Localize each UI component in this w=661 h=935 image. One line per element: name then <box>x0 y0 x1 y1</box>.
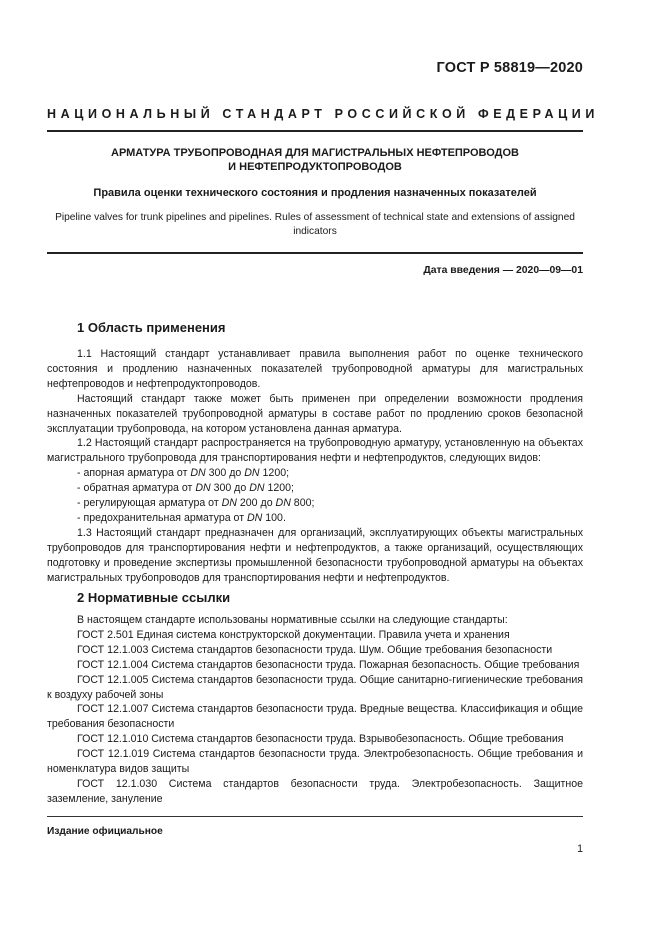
section-2-heading: 2 Нормативные ссылки <box>77 590 231 605</box>
list-item: - предохранительная арматура от DN 100. <box>77 511 286 524</box>
section-2-body <box>47 613 583 807</box>
paragraph-1-1-b: Настоящий стандарт также может быть применен при определении возможности продления назначенных показателей трубопроводной арматуры в составе работ по продлению сроков безопасной эксплуатации трубопровода, на котором установлена данная арматура. <box>47 392 583 435</box>
normative-ref-item: ГОСТ 12.1.019 Система стандартов безопасности труда. Электробезопасность. Общие требования и номенклатура видов защиты <box>47 748 583 776</box>
section-1-body <box>47 347 583 586</box>
official-edition-label: Издание официальное <box>47 826 163 837</box>
list-item: - регулирующая арматура от DN 200 до DN 800; <box>77 497 315 510</box>
title-rule-bottom <box>47 252 583 254</box>
english-title <box>47 211 583 239</box>
document-title <box>47 146 583 174</box>
paragraph-1-1: 1.1 Настоящий стандарт устанавливает правила выполнения работ по оценке технического состояния и продлению назначенных показателей трубопроводной арматуры для магистральных нефтепроводов и нефтепродуктопроводов. <box>47 348 583 390</box>
normative-ref-item: ГОСТ 2.501 Единая система конструкторской документации. Правила учета и хранения <box>77 628 510 641</box>
paragraph-1-2: 1.2 Настоящий стандарт распространяется на трубопроводную арматуру, установленную на объектах магистрального трубопровода для транспортирования нефти и нефтепродуктов, следующих видов: <box>47 437 583 465</box>
gost-code: ГОСТ Р 58819—2020 <box>436 60 583 76</box>
introduction-date: Дата введения — 2020—09—01 <box>423 265 583 276</box>
title-rule-top <box>47 130 583 132</box>
document-title-line1: АРМАТУРА ТРУБОПРОВОДНАЯ ДЛЯ МАГИСТРАЛЬНЫХ НЕФТЕПРОВОДОВ <box>111 147 519 159</box>
document-subtitle: Правила оценки технического состояния и продления назначенных показателей <box>93 187 537 199</box>
paragraph-1-3: 1.3 Настоящий стандарт предназначен для организаций, эксплуатирующих объекты магистральных трубопроводов для транспортирования нефти и нефтепродуктов, а также организаций, осуществляющих подготовку и проведение экспертизы промышленной безопасности трубопроводной арматуры на объектах магистральных трубопроводов для транспортирования нефти и нефтепродуктов. <box>47 526 583 584</box>
normative-ref-item: ГОСТ 12.1.003 Система стандартов безопасности труда. Шум. Общие требования безопасности <box>77 643 553 656</box>
normative-ref-item: ГОСТ 12.1.007 Система стандартов безопасности труда. Вредные вещества. Классификация и общие требования безопасности <box>47 703 583 731</box>
normative-ref-item: ГОСТ 12.1.004 Система стандартов безопасности труда. Пожарная безопасность. Общие требования <box>77 658 580 671</box>
normative-ref-item: ГОСТ 12.1.030 Система стандартов безопасности труда. Электробезопасность. Защитное заземление, зануление <box>47 777 583 805</box>
section-1-heading: 1 Область применения <box>77 320 226 335</box>
english-title-line1: Pipeline valves for trunk pipelines and pipelines. Rules of assessment of technical state and extensions of assigned <box>55 212 575 223</box>
list-item: - апорная арматура от DN 300 до DN 1200; <box>77 467 290 480</box>
normative-ref-item: ГОСТ 12.1.005 Система стандартов безопасности труда. Общие санитарно-гигиенические требования к воздуху рабочей зоны <box>47 673 583 701</box>
page-number: 1 <box>577 843 583 855</box>
valve-types-list <box>47 466 583 526</box>
national-standard-title: НАЦИОНАЛЬНЫЙ СТАНДАРТ РОССИЙСКОЙ ФЕДЕРАЦИИ <box>47 107 599 121</box>
footer-rule <box>47 816 583 817</box>
english-title-line2: indicators <box>293 226 337 237</box>
document-title-line2: И НЕФТЕПРОДУКТОПРОВОДОВ <box>228 161 402 173</box>
list-item: - обратная арматура от DN 300 до DN 1200; <box>77 482 294 495</box>
normative-ref-item: ГОСТ 12.1.010 Система стандартов безопасности труда. Взрывобезопасность. Общие требования <box>77 733 564 746</box>
normative-refs-intro: В настоящем стандарте использованы нормативные ссылки на следующие стандарты: <box>77 614 508 626</box>
